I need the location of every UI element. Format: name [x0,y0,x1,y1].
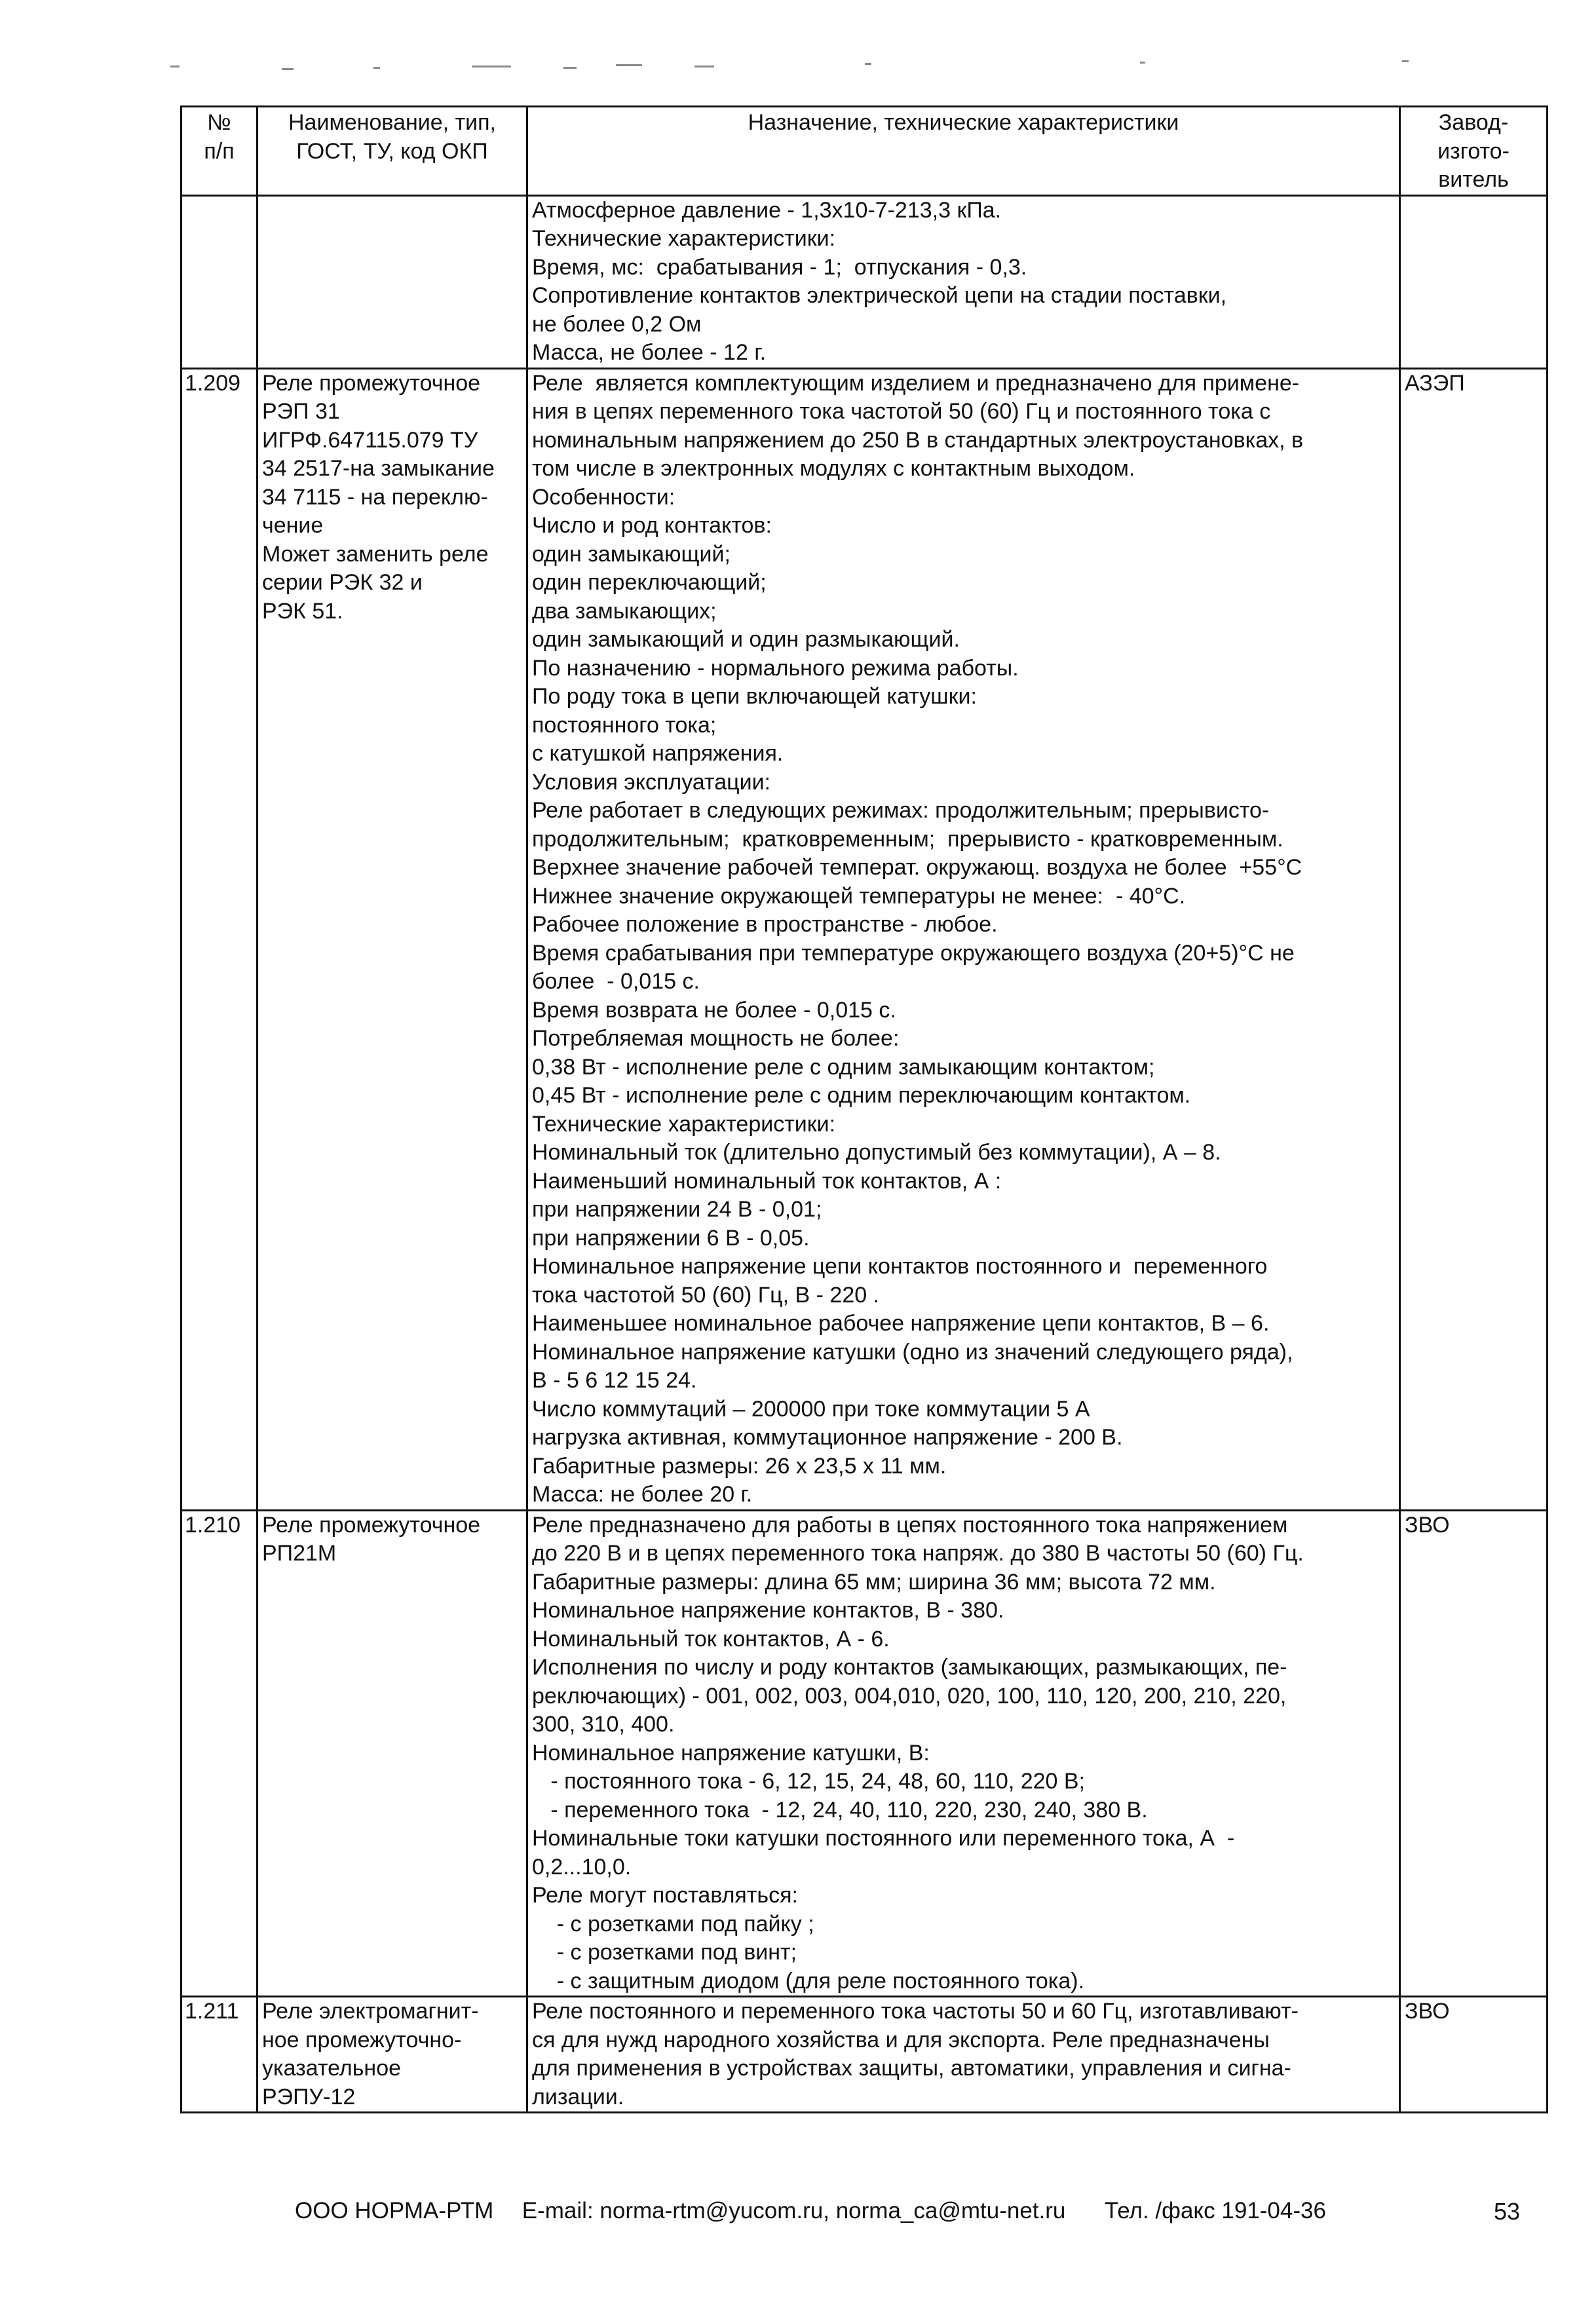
row-purpose-line: два замыкающих; [532,598,717,624]
row-purpose-line: Особенности: [532,484,675,510]
header-name-line: ГОСТ, ТУ, код ОКП [296,138,488,164]
header-purpose-line: Назначение, технические характеристики [748,110,1179,135]
row-purpose-line: постоянного тока; [532,712,717,738]
row-purpose-line: до 220 В и в цепях переменного тока напряж. до 380 В частоты 50 (60) Гц. [532,1541,1304,1566]
header-name-line: Наименование, тип, [288,110,496,135]
row-name-line: чение [262,513,324,538]
row-purpose [527,1997,1400,2113]
row-name [257,1997,527,2113]
row-purpose-line: 0,45 Вт - исполнение реле с одним переключающим контактом. [532,1083,1191,1108]
header-purpose [527,107,1400,196]
row-purpose-line: - с защитным диодом (для реле постоянного тока). [532,1968,1085,1994]
row-purpose-line: с катушкой напряжения. [532,741,784,766]
row-purpose-line: Номинальное напряжение цепи контактов постоянного и переменного [532,1254,1268,1279]
header-maker [1400,107,1548,196]
header-maker-line: Завод- [1438,110,1509,135]
row-purpose-line: 0,38 Вт - исполнение реле с одним замыкающим контактом; [532,1054,1155,1080]
row-name-line: Реле промежуточное [262,370,481,396]
row-purpose-line: Масса: не более 20 г. [532,1482,753,1507]
row-purpose-line: тока частотой 50 (60) Гц, В - 220 . [532,1282,880,1308]
row-maker: АЗЭП [1400,368,1548,1510]
row-purpose-line: Число коммутаций – 200000 при токе коммутации 5 А [532,1396,1090,1422]
row-purpose-line: реключающих) - 001, 002, 003, 004,010, 020, 100, 110, 120, 200, 210, 220, [532,1683,1287,1709]
row-purpose [527,1510,1400,1997]
row-number: 1.210 [181,1510,257,1997]
table-header-row [181,107,1548,196]
row-name [257,195,527,368]
row-purpose-line: Наименьший номинальный ток контактов, А : [532,1168,1002,1194]
row-purpose-line: Исполнения по числу и роду контактов (замыкающих, размыкающих, пе- [532,1655,1287,1680]
row-name-line: РЭП 31 [262,399,340,424]
row-purpose-line: - постоянного тока - 6, 12, 15, 24, 48, 60, 110, 220 В; [532,1769,1086,1794]
row-purpose-line: Рабочее положение в пространстве - любое. [532,912,998,937]
row-purpose-line: Масса, не более - 12 г. [532,340,767,365]
row-purpose-line: Сопротивление контактов электрической цепи на стадии поставки, [532,283,1227,308]
row-name-line: ное промежуточно- [262,2027,462,2053]
table-row [181,368,1548,1510]
page-footer [295,2198,1326,2224]
row-purpose-line: Время возврата не более - 0,015 с. [532,997,896,1023]
table-row [181,1997,1548,2113]
row-purpose-line: Технические характеристики: [532,1111,836,1137]
page-number: 53 [1494,2198,1521,2225]
row-purpose-line: Нижнее значение окружающей температуры не менее: - 40°С. [532,883,1186,909]
row-number [181,195,257,368]
row-purpose-line: Условия эксплуатации: [532,769,771,795]
row-name-line: Реле промежуточное [262,1512,481,1538]
row-name-line: 34 7115 - на переклю- [262,484,488,510]
row-purpose-line: - с розетками под винт; [532,1940,797,1965]
row-maker [1400,195,1548,368]
row-purpose-line: при напряжении 24 В - 0,01; [532,1197,822,1222]
row-purpose-line: более - 0,015 с. [532,969,700,994]
row-name-line: 34 2517-на замыкание [262,456,495,481]
row-purpose-line: один переключающий; [532,570,767,595]
row-purpose-line: один замыкающий и один размыкающий. [532,627,960,652]
footer-email: E-mail: norma-rtm@yucom.ru, norma_ca@mtu-net.ru [522,2198,1066,2223]
row-purpose-line: Номинальный ток контактов, А - 6. [532,1626,890,1652]
row-name-line: ИГРФ.647115.079 ТУ [262,427,478,453]
row-purpose-line: Номинальное напряжение контактов, В - 380. [532,1598,1004,1623]
row-purpose-line: По назначению - нормального режима работы. [532,655,1019,681]
footer-company: ООО НОРМА-РТМ [295,2198,494,2223]
row-maker: ЗВО [1400,1510,1548,1997]
row-purpose-line: Время срабатывания при температуре окружающего воздуха (20+5)°С не [532,940,1295,966]
table-row [181,1510,1548,1997]
row-purpose-line: Габаритные размеры: длина 65 мм; ширина 36 мм; высота 72 мм. [532,1569,1216,1595]
header-maker-line: изгото- [1437,138,1510,164]
row-name-line: серии РЭК 32 и [262,570,423,595]
row-purpose-line: Номинальное напряжение катушки, В: [532,1740,930,1766]
row-purpose-line: В - 5 6 12 15 24. [532,1368,697,1393]
row-purpose-line: ся для нужд народного хозяйства и для экспорта. Реле предназначены [532,2027,1270,2053]
header-name [257,107,527,196]
row-purpose-line: для применения в устройствах защиты, автоматики, управления и сигна- [532,2056,1291,2081]
row-purpose-line: - с розетками под пайку ; [532,1911,814,1937]
row-purpose-line: Реле предназначено для работы в цепях постоянного тока напряжением [532,1512,1288,1538]
row-purpose-line: 300, 310, 400. [532,1712,675,1737]
row-name [257,368,527,1510]
header-number-line: № [207,110,231,135]
row-purpose-line: продолжительным; кратковременным; прерывисто - кратковременным. [532,826,1283,852]
row-purpose-line: Реле является комплектующим изделием и предназначено для примене- [532,370,1300,396]
row-purpose-line: один замыкающий; [532,541,731,567]
row-purpose-line: Время, мс: срабатывания - 1; отпускания - 0,3. [532,254,1027,280]
row-name-line: Может заменить реле [262,541,489,567]
footer-phone: Тел. /факс 191-04-36 [1104,2198,1326,2223]
row-purpose-line: Реле могут поставляться: [532,1883,798,1908]
row-purpose-line: Число и род контактов: [532,513,772,538]
row-purpose-line: при напряжении 6 В - 0,05. [532,1225,810,1251]
row-purpose-line: Номинальные токи катушки постоянного или переменного тока, А - [532,1826,1235,1851]
row-number: 1.209 [181,368,257,1510]
header-number [181,107,257,196]
row-purpose-line: номинальным напряжением до 250 В в стандартных электроустановках, в [532,427,1304,453]
row-purpose-line: 0,2...10,0. [532,1854,632,1880]
scan-noise [157,58,1468,77]
row-purpose-line: По роду тока в цепи включающей катушки: [532,684,977,709]
row-purpose [527,195,1400,368]
row-purpose-line: лизации. [532,2084,624,2109]
row-purpose-line: нагрузка активная, коммутационное напряжение - 200 В. [532,1425,1123,1450]
row-purpose-line: Атмосферное давление - 1,3х10-7-213,3 кПа. [532,197,1002,223]
row-purpose-line: Номинальное напряжение катушки (одно из значений следующего ряда), [532,1339,1293,1365]
row-name-line: РП21М [262,1541,337,1566]
row-purpose-line: Наименьшее номинальное рабочее напряжение цепи контактов, В – 6. [532,1311,1270,1336]
row-name-line: РЭК 51. [262,598,343,624]
row-purpose-line: Номинальный ток (длительно допустимый без коммутации), А – 8. [532,1140,1221,1165]
row-name-line: РЭПУ-12 [262,2084,356,2109]
row-name [257,1510,527,1997]
header-maker-line: витель [1438,167,1509,192]
row-purpose-line: Габаритные размеры: 26 х 23,5 х 11 мм. [532,1453,947,1479]
header-number-line: п/п [204,138,235,164]
row-number: 1.211 [181,1997,257,2113]
row-name-line: указательное [262,2056,402,2081]
row-name-line: Реле электромагнит- [262,1999,479,2024]
row-purpose-line: Потребляемая мощность не более: [532,1026,900,1051]
row-purpose-line: - переменного тока - 12, 24, 40, 110, 220, 230, 240, 380 В. [532,1797,1148,1823]
row-maker: ЗВО [1400,1997,1548,2113]
row-purpose-line: том числе в электронных модулях с контактным выходом. [532,456,1135,481]
row-purpose-line: не более 0,2 Ом [532,311,702,337]
row-purpose-line: Реле работает в следующих режимах: продолжительным; прерывисто- [532,798,1270,823]
row-purpose-line: ния в цепях переменного тока частотой 50 (60) Гц и постоянного тока с [532,399,1271,424]
row-purpose-line: Верхнее значение рабочей температ. окружающ. воздуха не более +55°С [532,855,1302,880]
table-row [181,195,1548,368]
specification-table [180,105,1548,2113]
row-purpose-line: Реле постоянного и переменного тока частоты 50 и 60 Гц, изготавливают- [532,1999,1299,2024]
row-purpose-line: Технические характеристики: [532,226,836,251]
row-purpose [527,368,1400,1510]
